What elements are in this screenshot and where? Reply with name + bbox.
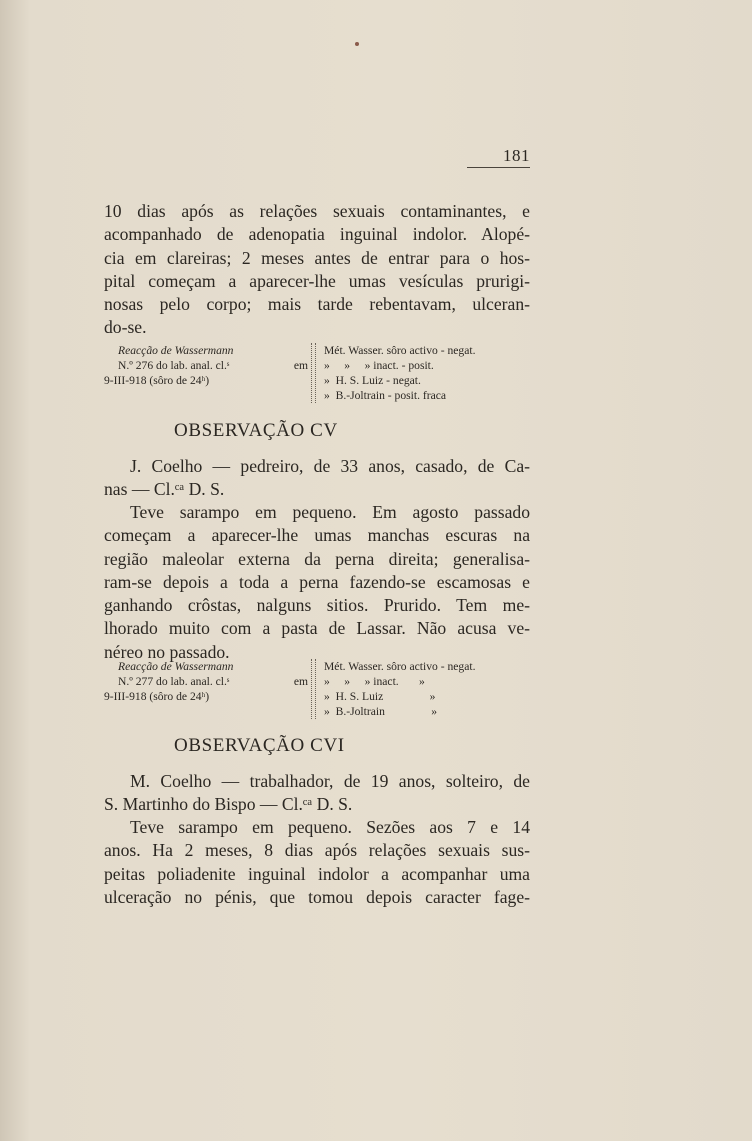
reaction-lab-number-text: N.º 276 do lab. anal. cl.ˢ — [118, 359, 230, 372]
reaction-lab-number-text: N.º 277 do lab. anal. cl.ˢ — [118, 675, 230, 688]
text-line: 10 dias após as relações sexuais contaminantes, e — [104, 201, 530, 221]
text-line: começam a aparecer-lhe umas manchas escuras na — [104, 525, 530, 546]
reaction-result-line: » B.-Joltrain - posit. fraca — [324, 389, 447, 402]
reaction-result-line: » » » inact. - posit. — [324, 359, 434, 372]
text-line: nosas pelo corpo; mais tarde rebentavam, ulceran- — [104, 294, 530, 315]
section-title-cv: OBSERVAÇÃO CV — [174, 420, 338, 441]
text-line: ulceração no pénis, que tomou depois caracter fage- — [104, 886, 530, 907]
text-line: ram-se depois a toda a perna fazendo-se escamosas e — [104, 571, 530, 592]
reaction-lab-number-em: em — [293, 675, 308, 688]
paragraph-continuation — [104, 200, 530, 340]
text-line: J. Coelho — pedreiro, de 33 anos, casado, de Ca- — [130, 456, 530, 476]
page-number: 181 — [503, 146, 530, 165]
text-line: nas — Cl.ᶜᵃ D. S. — [104, 479, 225, 500]
reaction-result-line: » B.-Joltrain » — [324, 705, 438, 718]
text-line: acompanhado de adenopatia inguinal indolor. Alopé- — [104, 224, 530, 245]
observation-cvi-body — [104, 816, 530, 909]
reaction-result-line: » » » inact. » — [324, 675, 425, 688]
reaction-title: Reacção de Wassermann — [118, 660, 234, 673]
page-number-rule — [467, 167, 530, 168]
dotted-separator — [311, 343, 316, 403]
observation-cvi-header — [104, 770, 530, 817]
reaction-date: 9-III-918 (sôro de 24ʰ) — [104, 374, 210, 387]
observation-cv-body — [104, 501, 530, 664]
text-line: Teve sarampo em pequeno. Sezões aos 7 e 14 — [130, 817, 530, 837]
text-line: néreo no passado. — [104, 641, 230, 662]
section-title-cvi: OBSERVAÇÃO CVI — [174, 735, 345, 756]
text-line: ganhando crôstas, nalguns sitios. Prurido. Tem me- — [104, 595, 530, 616]
text-line: pital começam a aparecer-lhe umas vesículas prurigi- — [104, 270, 530, 291]
reaction-lab-info — [104, 659, 308, 704]
text-line: região maleolar externa da perna direita; generalisa- — [104, 548, 530, 569]
dotted-separator — [311, 659, 316, 719]
reaction-result-line: » H. S. Luiz » — [324, 690, 436, 703]
text-line: Teve sarampo em pequeno. Em agosto passado — [130, 502, 530, 522]
text-line: cia em clareiras; 2 meses antes de entrar para o hos- — [104, 247, 530, 268]
reaction-result-line: Mét. Wasser. sôro activo - negat. — [324, 344, 476, 357]
reaction-result-line: » H. S. Luiz - negat. — [324, 374, 421, 387]
reaction-lab-number — [104, 674, 308, 689]
reaction-lab-info — [104, 343, 308, 388]
reaction-lab-number — [104, 358, 308, 373]
observation-cv-header — [104, 455, 530, 502]
reaction-result-line: Mét. Wasser. sôro activo - negat. — [324, 660, 476, 673]
text-line: lhorado muito com a pasta de Lassar. Não acusa ve- — [104, 618, 530, 639]
text-line: M. Coelho — trabalhador, de 19 anos, solteiro, de — [130, 771, 530, 791]
reaction-lab-number-em: em — [293, 359, 308, 372]
text-line: S. Martinho do Bispo — Cl.ᶜᵃ D. S. — [104, 794, 353, 815]
text-line: do-se. — [104, 317, 147, 338]
text-line: peitas poliadenite inguinal indolor a acompanhar uma — [104, 863, 530, 884]
reaction-date: 9-III-918 (sôro de 24ʰ) — [104, 690, 210, 703]
reaction-results — [324, 343, 534, 403]
reaction-title: Reacção de Wassermann — [118, 344, 234, 357]
ink-spot — [355, 42, 359, 46]
reaction-results — [324, 659, 534, 719]
text-line: anos. Ha 2 meses, 8 dias após relações sexuais sus- — [104, 840, 530, 861]
